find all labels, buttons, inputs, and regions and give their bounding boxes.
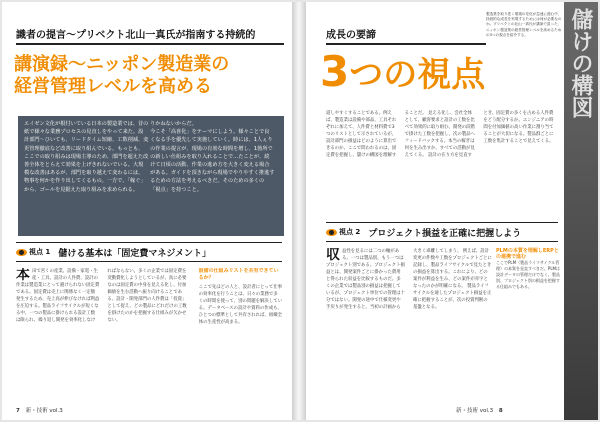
- section-2-title: プロジェクト損益を正確に把握しよう: [368, 228, 522, 239]
- section-1-text-2: ここで先ほどの人と、設計者にとって仕事の効率化を行うことは、日々の業務で多くの時間を使って、別の問題を解決している。データベースの設計や資料の作成も、ひとつの標準として共有されれば、組織全体の生産性が高まる。: [198, 285, 282, 325]
- big-title-number: 3: [320, 47, 350, 96]
- lead-box: [18, 116, 284, 236]
- top-body: [326, 110, 554, 216]
- section-label: 成長の要諦: [326, 26, 486, 45]
- article-title-line1: 講演録～ニッポン製造業の: [14, 54, 230, 75]
- left-footer: [16, 406, 63, 414]
- big-title: [320, 48, 485, 99]
- top-blurb: 製造業を取り巻く環境の変化が急速に進む中、持続的な成長を実現するためには何が必要なのか。プリベクトの北山一真氏が講演で語った、ニッポン製造業の経営管理レベルを高めるための3つの視点を紹介する。: [486, 12, 562, 37]
- right-footer: [456, 406, 503, 414]
- side-note-title: PLMの本質を理解しERPとの連携で進む: [496, 248, 559, 260]
- section-1-subheading: 設備の仕組みリストを共有できているか？: [198, 268, 279, 281]
- section-2-badge: [326, 227, 360, 237]
- vertical-title: 儲けの構図: [568, 8, 594, 118]
- section-2-text-2: 例えば、設計変更の件数や工数をプロジェクトごとに記録し、製品ライフサイクルで見たときの損益を算出する。これにより、どの案件が利益を生み、どの案件が赤字となったのかが明確になる。: [413, 249, 492, 289]
- article-title-line2: 経営管理レベルを高める: [14, 76, 212, 97]
- lead-column-2: りかねないからだ。 今こそ「高喜化」をテーマにしよう。様々ことで良くなる手を優先して実施していく。時には、1人ぇりの作業の提言が、現場の有効な時間を増し、1箇所での新しい仕組みを取り入れることで…たことが、続けて日頃の活動、作業の進め方を大きく変える場合がある。ガイドを頂きながら現場でやりやすく推進するための方法を考えるべきだ。そのための多くの「視点」を持つこと。: [150, 121, 275, 193]
- section-1-title: 儲ける基本は「固定費マネジメント」: [58, 248, 212, 259]
- drop-cap: 本: [16, 268, 30, 283]
- lead-column-1: エイゼン文化が根付いている日本の製造業では、昔の紙で様々な業務プロセスの見直しをやって来た。設計部門～ひいても、リードタイム短縮、工数削減、変更管理徹底など改善に取り組んでいる。もっとも、ここでの取り組みは現場主導のため、部門を超えた改善全体をとらえて効果を上げきれないでいる。大規模な改善はあるが、部門を取り越えて変わるには、物事を何かを作り出してくるもの。一方で、「稼ぐ」から、ゴールを見据えた取り組みを求められる。: [24, 121, 149, 193]
- section-1-text: 田で宮くの産業、設備・家電・生産・工具、設計の人件費、設計の作業は製造業にとって避けられない固定費である。固定費は売上に関係なく一定額発生するため、売上高が伸びなければ利益を圧迫する。製品ライフサイクルが短くなる中、一つの製品に掛けられる設計工数は限られ、繰り返し開発を効率化しなければならない。多くの企業では固定費を変動費化しようとしているが、真に必要なのは固定費の中身を見える化し、付加価値を生む活動へ振り向けることである。設計・開発部門の人件費は「投資」として捉え、どの製品にどれだけの工数を掛けたのかを把握する仕組みが欠かせない。: [16, 269, 187, 323]
- right-page-number: 8: [498, 408, 503, 414]
- article-title: [14, 54, 290, 98]
- series-header: 識者の提言～プリベクト北山一真氏が指南する持続的: [16, 26, 284, 45]
- eye-icon: [326, 229, 337, 236]
- section-2-text-3: 製品ライフサイクルを通したプロジェクト損益を正確に把握することが、次の投資判断の基盤となる。: [413, 284, 492, 310]
- section-2-header: [326, 222, 558, 242]
- big-title-text: つの視点: [349, 55, 486, 95]
- side-note-text: ここでPLM（製品ライフサイクル管理）の本質を見直すべきだ。PLMは設計データの管理だけでなく、製品別、プロジェクト別の損益を把握する仕組みでもある。: [496, 260, 561, 289]
- right-magazine-name: 新・技術 vol.3: [456, 408, 494, 414]
- drop-cap-2: 収: [326, 248, 340, 263]
- section-2-text: 益性を見るには二つの軸がある。一つは製品別、もう一つはプロジェクト別である。プロジェクト損益とは、開発案件ごとに掛かった費用と得られた収益を比較するものだ。多くの企業では製品別の損益は把握しているが、プロジェクト単位での管理は十分ではない。開発の途中で仕様変更や手戻りが発生すると、当初の計画から大きく乖離してしまう。: [326, 249, 462, 310]
- left-page: [2, 2, 292, 420]
- section-2-body: [326, 248, 492, 398]
- section-1-badge: [16, 247, 50, 257]
- side-note: [496, 248, 560, 290]
- page-gutter: [292, 2, 306, 420]
- section-1-body: [16, 268, 282, 398]
- top-body-text-2: 見える化し、会社全体として、顧客要求と設計の工数を比べて効果的に取り組む。開発の段階で掛けた工数を把握し、次の製品へフィードバックする。本当の稼ぎは何を生み出すか、すべての活動が見えてくる。: [404, 111, 475, 158]
- left-page-number: 7: [16, 408, 20, 414]
- section-2-label: 視点 2: [339, 228, 361, 236]
- left-magazine-name: 新・技術 vol.3: [25, 408, 63, 414]
- right-page: [306, 2, 598, 420]
- section-1-label: 視点 1: [29, 248, 51, 256]
- top-body-text-3: 設計の在り方を見直すとき、固定費の多くを占める人件費をどう配分するか。エンジニアの時間を付加価値の高い作業に割り当てることが大切になる。製品群ごとに工数を集計することで見えてくる。: [428, 111, 554, 158]
- section-1-header: [16, 242, 282, 262]
- top-body-text: 道しやすくすることである。例えば、製造業は設備や部品、工具それぞれに加えて、人件費と材料費で3つのリストとして示されているが、設計部門の損益はどのように算出できるのか。ここで問われるのは、固定費を把握し、儲けの構図を理解することだ。: [326, 111, 427, 158]
- eye-icon: [16, 249, 27, 256]
